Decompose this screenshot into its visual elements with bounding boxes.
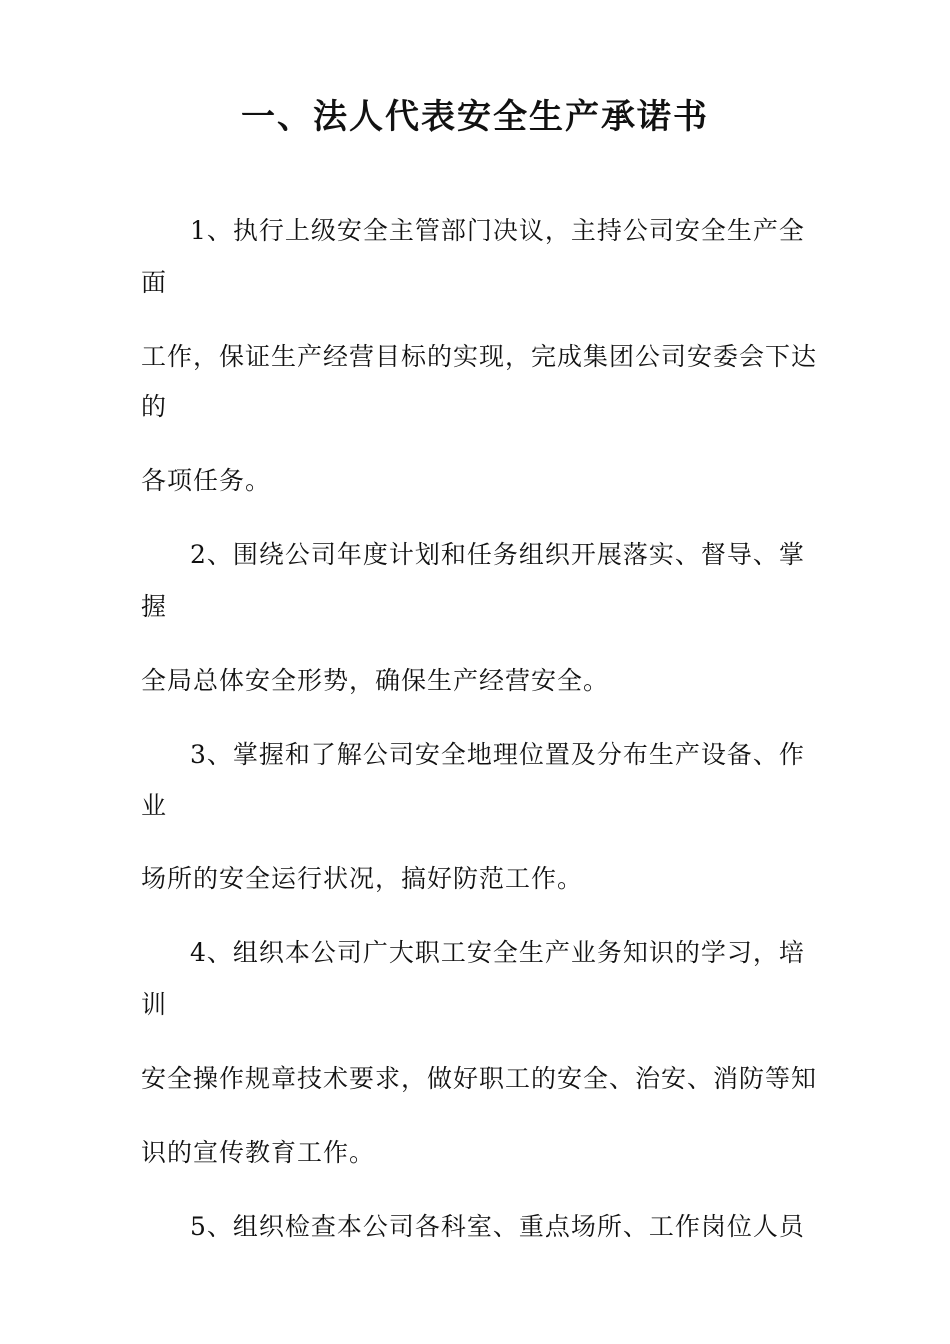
- text-line: 3、掌握和了解公司安全地理位置及分布生产设备、作: [190, 740, 805, 769]
- text-line: 工作，保证生产经营目标的实现，完成集团公司安委会下达: [141, 342, 818, 371]
- text-line: 面: [141, 268, 168, 297]
- text-line: 2、围绕公司年度计划和任务组织开展落实、督导、掌: [190, 540, 805, 569]
- text-line: 1、执行上级安全主管部门决议，主持公司安全生产全: [190, 216, 805, 245]
- text-line: 的: [141, 392, 168, 421]
- document-title: 一、法人代表安全生产承诺书: [241, 97, 709, 137]
- text-line: 握: [141, 592, 168, 621]
- text-line: 全局总体安全形势，确保生产经营安全。: [141, 666, 610, 695]
- text-line: 安全操作规章技术要求，做好职工的安全、治安、消防等知: [141, 1064, 818, 1093]
- text-line: 4、组织本公司广大职工安全生产业务知识的学习，培: [190, 938, 805, 967]
- text-line: 业: [141, 791, 168, 820]
- text-line: 训: [141, 990, 168, 1019]
- text-line: 5、组织检查本公司各科室、重点场所、工作岗位人员: [190, 1212, 805, 1241]
- text-line: 识的宣传教育工作。: [141, 1138, 376, 1167]
- text-line: 各项任务。: [141, 466, 272, 495]
- text-line: 场所的安全运行状况，搞好防范工作。: [141, 864, 584, 893]
